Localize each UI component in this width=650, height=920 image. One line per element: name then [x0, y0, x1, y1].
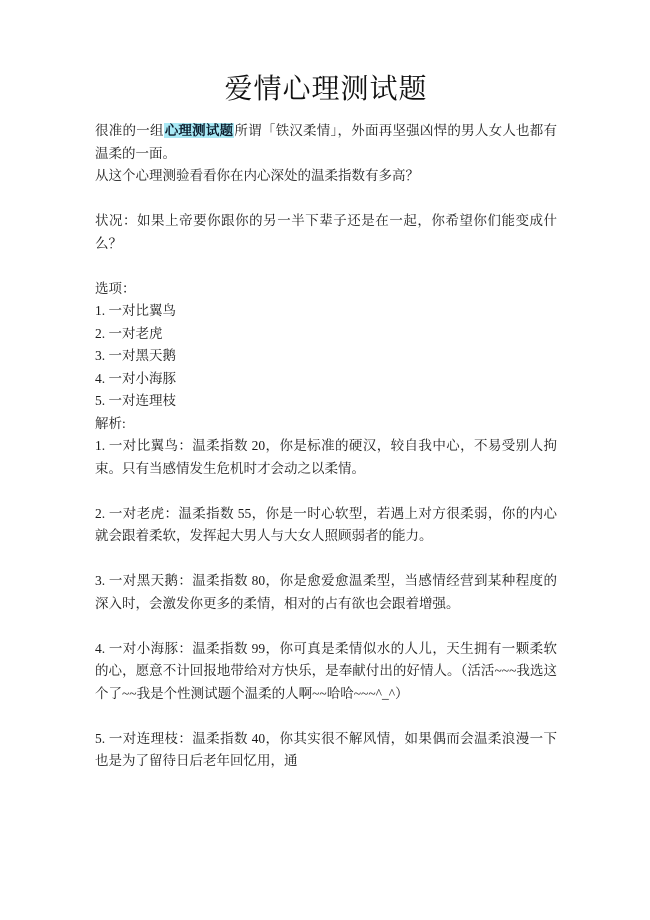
analysis-item-1: 1. 一对比翼鸟：温柔指数 20，你是标准的硬汉，较自我中心，不易受别人拘束。只有当感情发生危机时才会动之以柔情。: [95, 438, 557, 476]
option-item-3: 3. 一对黑天鹅: [95, 348, 176, 363]
option-item-5: 5. 一对连理枝: [95, 393, 176, 408]
analysis-item-5: 5. 一对连理枝：温柔指数 40，你其实很不解风情，如果偶而会温柔浪漫一下也是为了留待日后老年回忆用，通: [95, 730, 557, 768]
option-item-1: 1. 一对比翼鸟: [95, 303, 176, 318]
option-item-4: 4. 一对小海豚: [95, 370, 176, 386]
situation-line: 状况：如果上帝要你跟你的另一半下辈子还是在一起，你希望你们能变成什么？: [95, 213, 557, 251]
intro-text-pre: 很准的一组: [95, 123, 164, 138]
analysis-item-2: 2. 一对老虎：温柔指数 55，你是一时心软型，若遇上对方很柔弱，你的内心就会跟着柔软，发挥起大男人与大女人照顾弱者的能力。: [95, 505, 557, 543]
analysis-item-3: 3. 一对黑天鹅：温柔指数 80，你是愈爱愈温柔型，当感情经营到某种程度的深入时，会激发你更多的柔情，相对的占有欲也会跟着增强。: [95, 573, 557, 611]
intro-question: 从这个心理测验看看你在内心深处的温柔指数有多高？: [95, 168, 419, 183]
highlighted-keyword: 心理测试题: [164, 123, 234, 138]
blank-line: [95, 615, 557, 638]
blank-line: [95, 480, 557, 503]
option-item-2: 2. 一对老虎: [95, 325, 163, 341]
intro-text-post: 所谓「铁汉柔情」，外面再坚强凶悍的男人女人也都有温柔的一面。: [95, 123, 558, 161]
analysis-item-4: 4. 一对小海豚：温柔指数 99，你可真是柔情似水的人儿，天生拥有一颗柔软的心，愿意不计回报地带给对方快乐，是奉献付出的好情人。（活活~~~我选这个了~~我是个性测试题个温柔的人啊~~哈哈~~~^_^）: [95, 640, 557, 701]
blank-line: [95, 188, 557, 211]
page-title: 爱情心理测试题: [224, 74, 428, 105]
intro-paragraph: [95, 120, 557, 165]
blank-line: [95, 255, 557, 278]
blank-line: [95, 548, 557, 571]
options-label: 选项：: [95, 280, 136, 296]
blank-line: [95, 705, 557, 728]
analysis-label: 解析:: [95, 415, 126, 431]
